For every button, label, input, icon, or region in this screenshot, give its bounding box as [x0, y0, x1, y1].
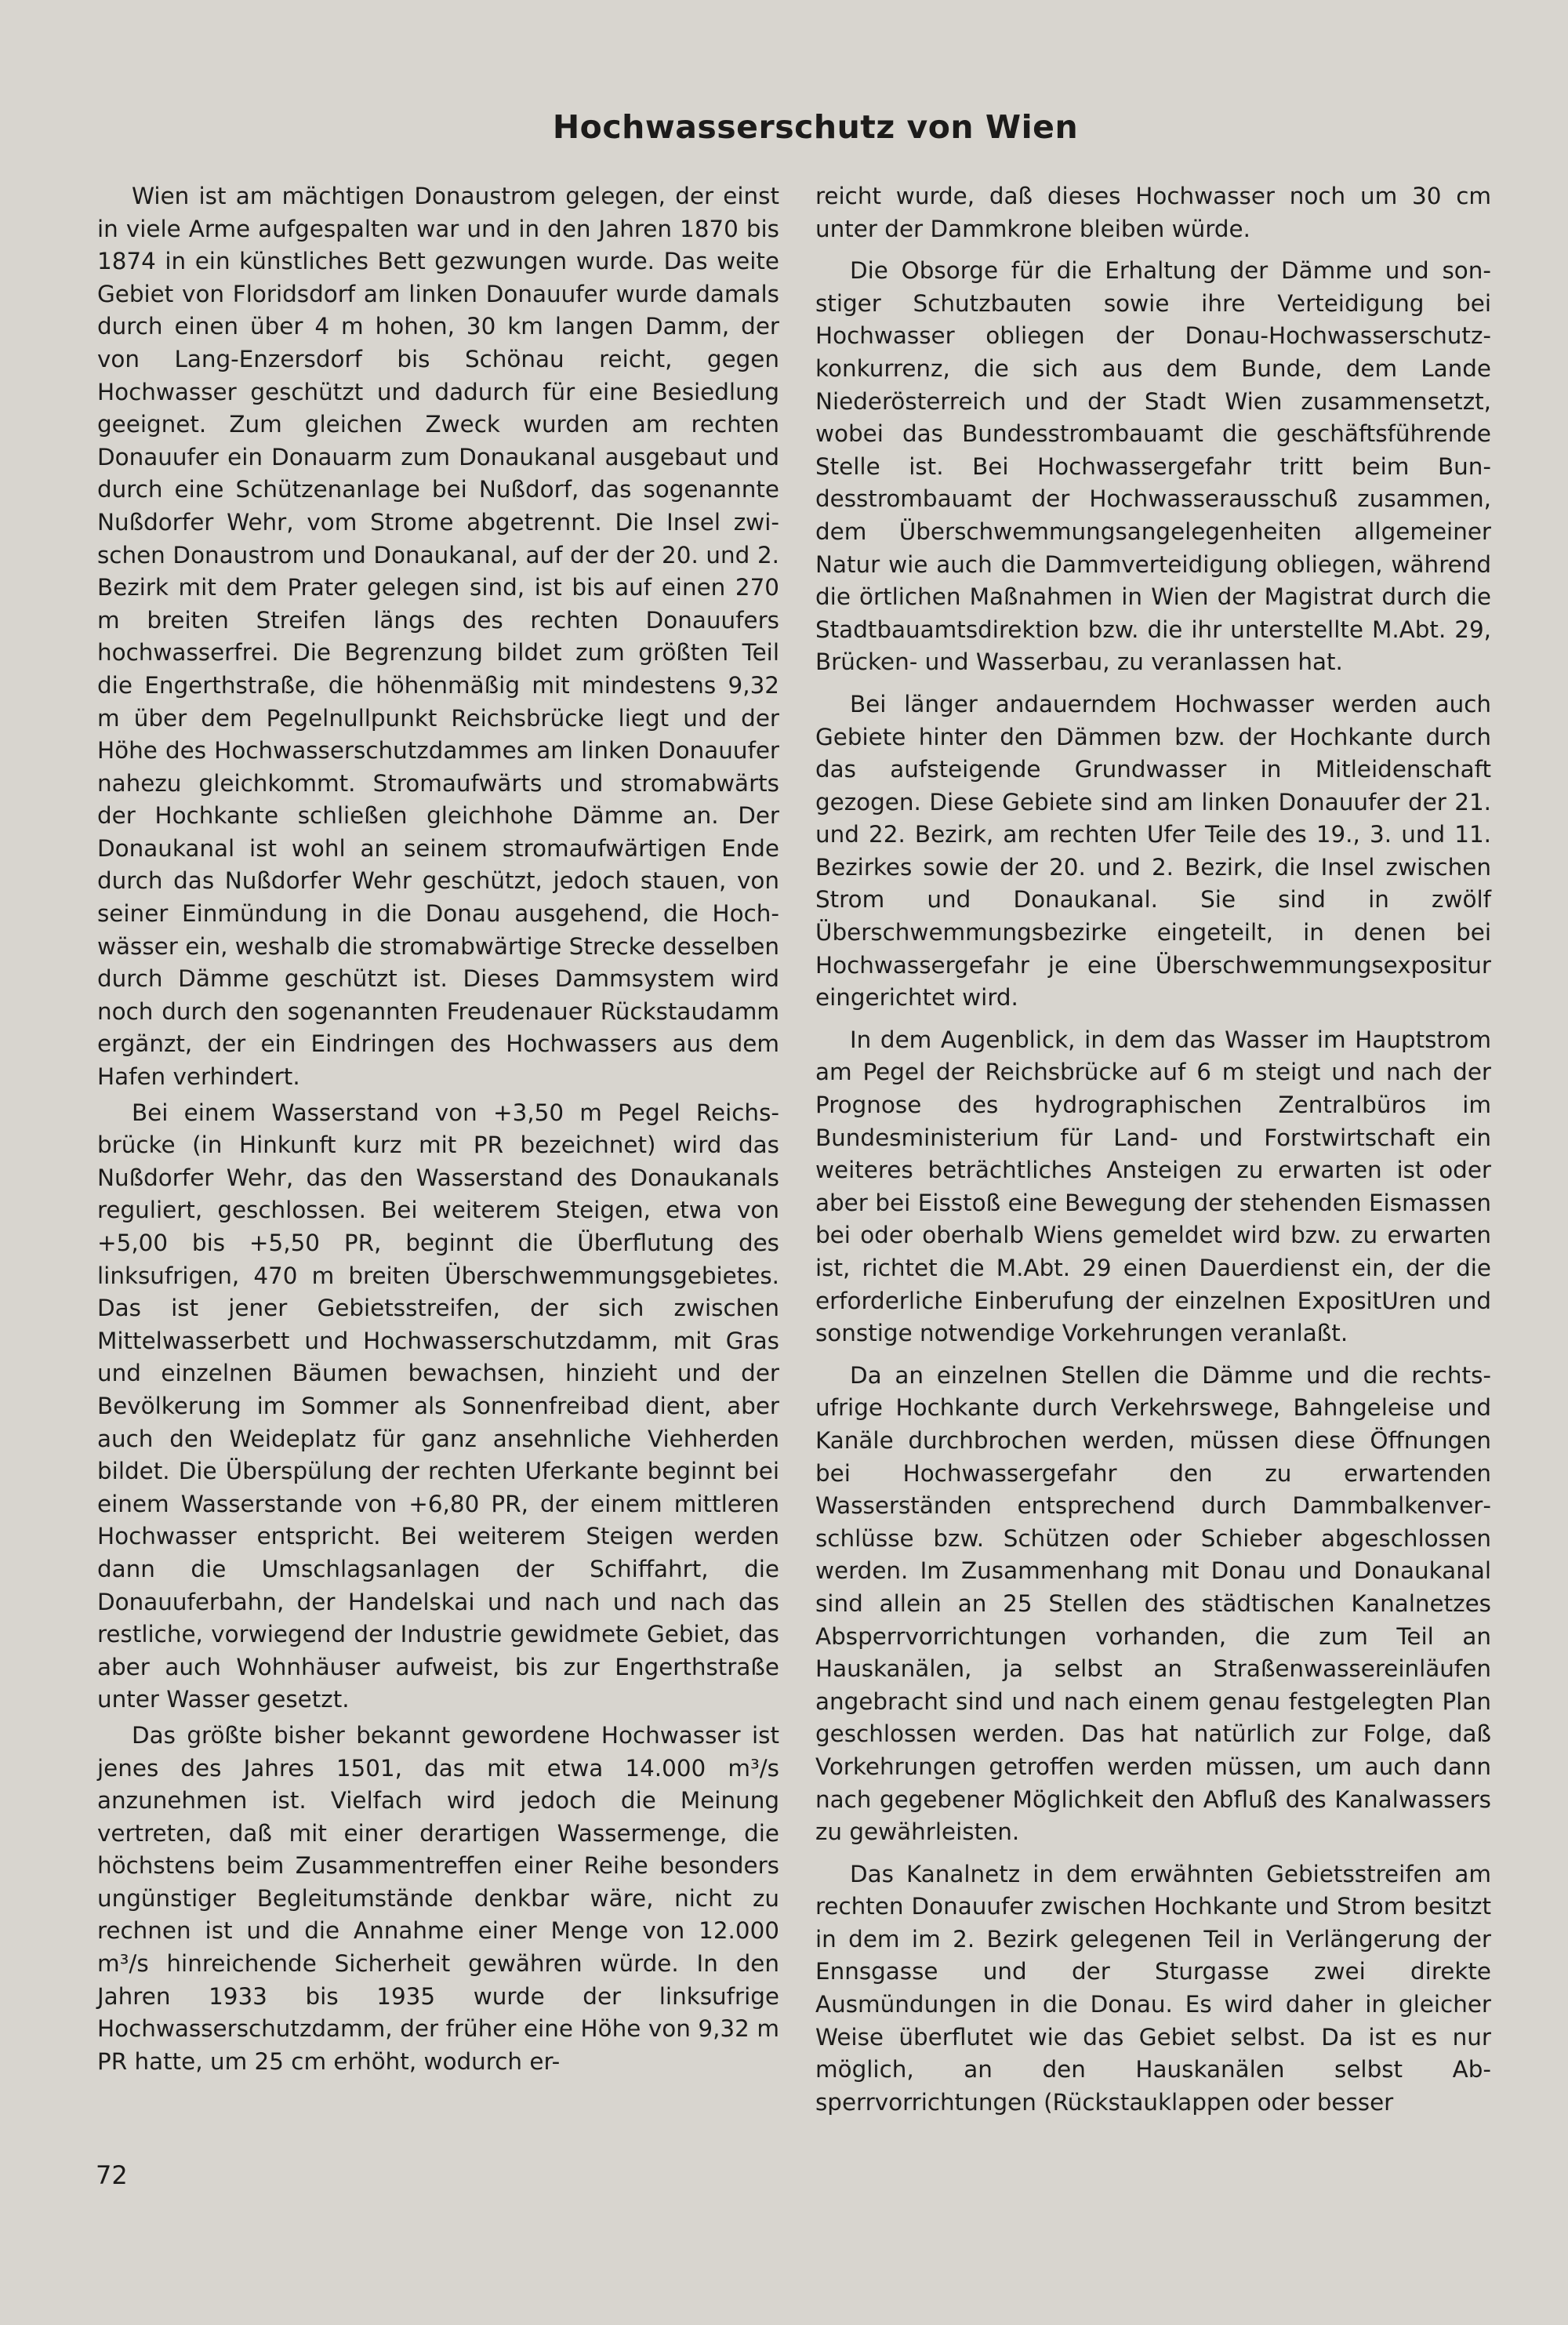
paragraph: In dem Augenblick, in dem das Wasser im Hauptstrom am Pegel der Reichsbrücke auf 6 m steigt und nach der Prognose des hydrographischen Zentralbüros im Bundesministerium für Land- und Forstwirtschaft ein weiteres beträchtliches Ansteigen zu erwarten ist oder aber bei Eisstoß eine Bewegung der stehenden Eismassen bei oder oberhalb Wiens gemeldet wird bzw. zu erwarten ist, richtet die M.Abt. 29 einen Dauerdienst ein, der die erforderliche Einberufung der einzelnen ExpositUren und sonstige notwendige Vorkehrungen veranlaßt. — [815, 1026, 1491, 1347]
paragraph: Das Kanalnetz in dem erwähnten Gebietsstreifen am rechten Donauufer zwischen Hochkante und Strom besitzt in dem im 2. Bezirk gelegenen Teil in Verlängerung der Ennsgasse und der Sturgasse zwei direkte Ausmündungen in die Donau. Es wird daher in gleicher Weise überflutet wie das Gebiet selbst. Da ist es nur möglich, an den Hauskanälen selbst Absperrvorrichtungen (Rückstauklappen oder besser — [815, 1860, 1491, 2116]
paragraph: Die Obsorge für die Erhaltung der Dämme und sonstiger Schutzbauten sowie ihre Verteidigung bei Hochwasser obliegen der Donau-Hochwasserschutzkonkurrenz, die sich aus dem Bunde, dem Lande Niederösterreich und der Stadt Wien zusammensetzt, wobei das Bundesstrombauamt die geschäftsführende Stelle ist. Bei Hochwassergefahr tritt beim Bundesstrombauamt der Hochwasserausschuß zusammen, dem Überschwemmungsangelegenheiten allgemeiner Natur wie auch die Dammverteidigung obliegen, während die örtlichen Maßnahmen in Wien der Magistrat durch die Stadtbauamtsdirektion bzw. die ihr unterstellte M.Abt. 29, Brücken- und Wasserbau, zu veranlassen hat. — [815, 257, 1491, 676]
page-number: 72 — [96, 2160, 128, 2190]
paragraph: Bei einem Wasserstand von +3,50 m Pegel Reichsbrücke (in Hinkunft kurz mit PR bezeichnet) wird das Nußdorfer Wehr, das den Wasserstand des Donaukanals reguliert, geschlossen. Bei weiterem Steigen, etwa von +5,00 bis +5,50 PR, beginnt die Überflutung des linksufrigen, 470 m breiten Überschwemmungsgebietes. Das ist jener Gebietsstreifen, der sich zwischen Mittelwasserbett und Hochwasserschutzdamm, mit Gras und einzelnen Bäumen bewachsen, hinzieht und der Bevölkerung im Sommer als Sonnenfreibad dient, aber auch den Weideplatz für ganz ansehnliche Viehherden bildet. Die Überspülung der rechten Uferkante beginnt bei einem Wasserstande von +6,80 PR, der einem mittleren Hochwasser entspricht. Bei weiterem Steigen werden dann die Umschlagsanlagen der Schiffahrt, die Donauuferbahn, der Handelskai und nach und nach das restliche, vorwiegend der Industrie gewidmete Gebiet, das aber auch Wohnhäuser aufweist, bis zur Engerthstraße unter Wasser gesetzt. — [97, 1099, 779, 1713]
page-title: Hochwasserschutz von Wien — [552, 108, 1079, 146]
paragraph: Das größte bisher bekannt gewordene Hochwasser ist jenes des Jahres 1501, das mit etwa 14.000 m³/s anzunehmen ist. Vielfach wird jedoch die Meinung vertreten, daß mit einer derartigen Wassermenge, die höchstens beim Zusammentreffen einer Reihe besonders ungünstiger Begleitumstände denkbar wäre, nicht zu rechnen ist und die Annahme einer Menge von 12.000 m³/s hinreichende Sicherheit gewähren würde. In den Jahren 1933 bis 1935 wurde der linksufrige Hochwasserschutzdamm, der früher eine Höhe von 9,32 m PR hatte, um 25 cm erhöht, wodurch er- — [97, 1721, 779, 2075]
paragraph-continued: reicht wurde, daß dieses Hochwasser noch um 30 cm unter der Dammkrone bleiben würde. — [815, 183, 1491, 242]
right-column — [815, 180, 1491, 2122]
paragraph: Da an einzelnen Stellen die Dämme und die rechtsufrige Hochkante durch Verkehrswege, Bahngeleise und Kanäle durchbrochen werden, müssen diese Öffnungen bei Hochwassergefahr den zu erwartenden Wasserständen entsprechend durch Dammbalkenverschlüsse bzw. Schützen oder Schieber abgeschlossen werden. Im Zusammenhang mit Donau und Donaukanal sind allein an 25 Stellen des städtischen Kanalnetzes Absperrvorrichtungen vorhanden, die zum Teil an Hauskanälen, ja selbst an Straßenwassereinläufen angebracht sind und nach einem genau festgelegten Plan geschlossen werden. Das hat natürlich zur Folge, daß Vorkehrungen getroffen werden müssen, um auch dann nach gegebener Möglichkeit den Abfluß des Kanalwassers zu gewährleisten. — [815, 1361, 1491, 1846]
paragraph: Bei länger andauerndem Hochwasser werden auch Gebiete hinter den Dämmen bzw. der Hochkante durch das aufsteigende Grundwasser in Mitleidenschaft gezogen. Diese Gebiete sind am linken Donauufer der 21. und 22. Bezirk, am rechten Ufer Teile des 19., 3. und 11. Bezirkes sowie der 20. und 2. Bezirk, die Insel zwischen Strom und Donaukanal. Sie sind in zwölf Überschwemmungsbezirke eingeteilt, in denen bei Hochwassergefahr je eine Überschwemmungsexpositur eingerichtet wird. — [815, 690, 1491, 1012]
paragraph: Wien ist am mächtigen Donaustrom gelegen, der einst in viele Arme aufgespalten war und in den Jahren 1870 bis 1874 in ein künstliches Bett gezwungen wurde. Das weite Gebiet von Floridsdorf am linken Donauufer wurde damals durch einen über 4 m hohen, 30 km langen Damm, der von Lang-Enzersdorf bis Schönau reicht, gegen Hochwasser geschützt und dadurch für eine Besiedlung geeignet. Zum gleichen Zweck wurden am rechten Donauufer ein Donauarm zum Donaukanal ausgebaut und durch eine Schützenanlage bei Nußdorf, das sogenannte Nußdorfer Wehr, vom Strome abgetrennt. Die Insel zwischen Donaustrom und Donaukanal, auf der der 20. und 2. Bezirk mit dem Prater gelegen sind, ist bis auf einen 270 m breiten Streifen längs des rechten Donauufers hochwasserfrei. Die Begrenzung bildet zum größten Teil die Engerthstraße, die höhenmäßig mit mindestens 9,32 m über dem Pegelnullpunkt Reichsbrücke liegt und der Höhe des Hochwasserschutzdammes am linken Donauufer nahezu gleichkommt. Stromaufwärts und stromabwärts der Hochkante schließen gleichhohe Dämme an. Der Donaukanal ist wohl an seinem stromaufwärtigen Ende durch das Nußdorfer Wehr geschützt, jedoch stauen, von seiner Einmündung in die Donau ausgehend, die Hochwässer ein, weshalb die stromabwärtige Strecke desselben durch Dämme geschützt ist. Dieses Dammsystem wird noch durch den sogenannten Freudenauer Rückstaudamm ergänzt, der ein Eindringen des Hochwassers aus dem Hafen verhindert. — [97, 183, 779, 1091]
left-column — [97, 180, 779, 2081]
